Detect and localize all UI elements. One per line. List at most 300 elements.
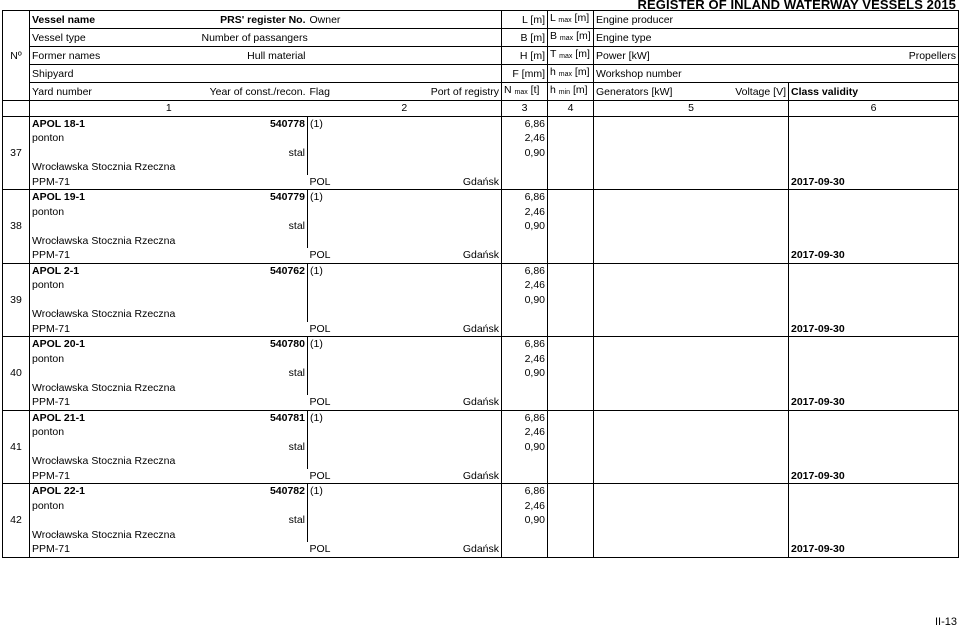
vessel-37-voltage	[706, 175, 789, 190]
vessel-37-type: ponton	[30, 131, 200, 146]
vessel-37-power	[594, 146, 789, 161]
vessel-39-voltage	[706, 322, 789, 337]
vessel-40-engine	[594, 337, 789, 352]
vessel-42-name: APOL 22-1	[30, 484, 200, 499]
vessel-41-engine	[594, 410, 789, 425]
header-blank-5	[200, 65, 308, 83]
vessel-38-passengers	[200, 205, 308, 220]
vessel-40-row-2	[3, 352, 959, 367]
vessel-37-class-validity: 2017-09-30	[789, 175, 959, 190]
header-power: Power [kW]	[594, 47, 789, 65]
vessel-40-row-1	[3, 337, 959, 352]
vessel-38-h: 0,90	[502, 219, 548, 234]
header-nmax: N $_{max}$ [t]	[502, 83, 548, 101]
vessel-38-hmin	[548, 248, 594, 263]
vessel-42-hull: stal	[200, 513, 308, 528]
header-generators: Generators [kW]	[594, 83, 706, 101]
vessel-38-type: ponton	[30, 205, 200, 220]
vessel-39-hull	[200, 293, 308, 308]
vessel-37-f	[502, 160, 548, 175]
vessel-40-blank-f	[789, 381, 959, 396]
header-row-3	[3, 47, 959, 65]
header-blank-4	[308, 47, 502, 65]
header-blank-6	[308, 65, 502, 83]
vessel-42-blank-d	[308, 513, 502, 528]
vessel-37-hmax	[548, 160, 594, 175]
vessel-42-blank-f	[789, 528, 959, 543]
vessel-39-blank-c	[789, 278, 959, 293]
vessel-41-row-3	[3, 440, 959, 455]
vessel-41-h: 0,90	[502, 440, 548, 455]
header-hmin: h $_{min}$ [m]	[548, 83, 594, 101]
vessel-39-name: APOL 2-1	[30, 263, 200, 278]
register-body	[3, 11, 959, 558]
vessel-39-blank-f	[789, 307, 959, 322]
vessel-39-workshop	[594, 307, 789, 322]
vessel-42-h: 0,90	[502, 513, 548, 528]
header-former-names: Former names	[30, 47, 200, 65]
vessel-37-row-4	[3, 160, 959, 175]
vessel-38-blank-d	[308, 219, 502, 234]
vessel-42-b: 2,46	[502, 499, 548, 514]
vessel-38-f	[502, 234, 548, 249]
vessel-40-propellers	[789, 366, 959, 381]
vessel-39-blank-e	[308, 307, 502, 322]
header-vessel-type: Vessel type	[30, 29, 200, 47]
vessel-38-nmax	[502, 248, 548, 263]
register-table	[2, 10, 959, 558]
header-row-4	[3, 65, 959, 83]
vessel-40-tmax	[548, 366, 594, 381]
vessel-38-bmax	[548, 205, 594, 220]
vessel-41-reg-no: 540781	[200, 410, 308, 425]
vessel-41-hmax	[548, 454, 594, 469]
vessel-38-owner: (1)	[308, 190, 502, 205]
vessel-40-l: 6,86	[502, 337, 548, 352]
vessel-37-blank-d	[308, 146, 502, 161]
vessel-37-row-1	[3, 116, 959, 131]
vessel-40-row-3	[3, 366, 959, 381]
vessel-37-hmin	[548, 175, 594, 190]
vessel-38-row-5	[3, 248, 959, 263]
vessel-42-passengers	[200, 499, 308, 514]
vessel-37-lmax	[548, 116, 594, 131]
header-f: F [mm]	[502, 65, 548, 83]
vessel-42-row-4	[3, 528, 959, 543]
header-no-label: Nº	[3, 11, 30, 101]
vessel-40-b: 2,46	[502, 352, 548, 367]
vessel-39-f	[502, 307, 548, 322]
header-bmax: B $_{max}$ [m]	[548, 29, 594, 47]
vessel-39-engine-type	[594, 278, 789, 293]
vessel-37-row-3	[3, 146, 959, 161]
vessel-41-blank-a	[789, 410, 959, 425]
colnum-blank	[3, 101, 30, 117]
vessel-37-engine-type	[594, 131, 789, 146]
vessel-37-h: 0,90	[502, 146, 548, 161]
vessel-39-lmax	[548, 263, 594, 278]
vessel-38-engine-type	[594, 205, 789, 220]
vessel-42-engine	[594, 484, 789, 499]
colnum-6: 6	[789, 101, 959, 117]
vessel-42-year	[200, 542, 308, 557]
vessel-42-owner: (1)	[308, 484, 502, 499]
vessel-41-voltage	[706, 469, 789, 484]
vessel-41-hmin	[548, 469, 594, 484]
vessel-41-passengers	[200, 425, 308, 440]
vessel-39-hmax	[548, 307, 594, 322]
vessel-39-engine	[594, 263, 789, 278]
vessel-41-row-5	[3, 469, 959, 484]
header-yard-number: Yard number	[30, 83, 200, 101]
vessel-39-row-5	[3, 322, 959, 337]
vessel-40-number: 40	[3, 337, 30, 411]
vessel-38-propellers	[789, 219, 959, 234]
header-shipyard: Shipyard	[30, 65, 200, 83]
header-tmax: T $_{max}$ [m]	[548, 47, 594, 65]
vessel-39-b: 2,46	[502, 278, 548, 293]
vessel-41-blank-b	[308, 425, 502, 440]
vessel-37-blank-c	[789, 131, 959, 146]
vessel-42-row-3	[3, 513, 959, 528]
vessel-42-row-1	[3, 484, 959, 499]
vessel-37-yard-no: PPM-71	[30, 175, 200, 190]
vessel-39-hmin	[548, 322, 594, 337]
header-h: H [m]	[502, 47, 548, 65]
vessel-41-row-4	[3, 454, 959, 469]
header-blank-3	[789, 29, 959, 47]
vessel-42-reg-no: 540782	[200, 484, 308, 499]
vessel-42-hmin	[548, 542, 594, 557]
vessel-37-number: 37	[3, 116, 30, 190]
vessel-38-row-1	[3, 190, 959, 205]
vessel-38-power	[594, 219, 789, 234]
vessel-40-power	[594, 366, 789, 381]
vessel-37-blank-f	[789, 160, 959, 175]
vessel-37-former-names	[30, 146, 200, 161]
vessel-40-year	[200, 395, 308, 410]
vessel-37-l: 6,86	[502, 116, 548, 131]
vessel-40-f	[502, 381, 548, 396]
vessel-37-nmax	[502, 175, 548, 190]
vessel-38-b: 2,46	[502, 205, 548, 220]
vessel-40-flag: POL	[308, 395, 426, 410]
vessel-41-hull: stal	[200, 440, 308, 455]
vessel-38-voltage	[706, 248, 789, 263]
vessel-41-flag: POL	[308, 469, 426, 484]
vessel-38-class-validity: 2017-09-30	[789, 248, 959, 263]
vessel-39-class-validity: 2017-09-30	[789, 322, 959, 337]
vessel-40-voltage	[706, 395, 789, 410]
vessel-38-year	[200, 248, 308, 263]
vessel-41-engine-type	[594, 425, 789, 440]
vessel-38-workshop	[594, 234, 789, 249]
column-numbers-row	[3, 101, 959, 117]
vessel-37-name: APOL 18-1	[30, 116, 200, 131]
header-prs-no: PRS' register No.	[200, 11, 308, 29]
header-engine-type: Engine type	[594, 29, 789, 47]
vessel-41-name: APOL 21-1	[30, 410, 200, 425]
vessel-37-port: Gdańsk	[426, 175, 502, 190]
vessel-39-former-names	[30, 293, 200, 308]
vessel-38-tmax	[548, 219, 594, 234]
vessel-42-nmax	[502, 542, 548, 557]
vessel-41-generators	[594, 469, 706, 484]
header-lmax: L $_{max}$ [m]	[548, 11, 594, 29]
vessel-39-shipyard: Wrocławska Stocznia Rzeczna	[30, 307, 308, 322]
header-voltage: Voltage [V]	[706, 83, 789, 101]
vessel-39-type: ponton	[30, 278, 200, 293]
vessel-38-l: 6,86	[502, 190, 548, 205]
vessel-41-row-1	[3, 410, 959, 425]
vessel-41-f	[502, 454, 548, 469]
vessel-39-owner: (1)	[308, 263, 502, 278]
vessel-38-former-names	[30, 219, 200, 234]
vessel-41-number: 41	[3, 410, 30, 484]
vessel-42-workshop	[594, 528, 789, 543]
header-engine-producer: Engine producer	[594, 11, 789, 29]
vessel-38-name: APOL 19-1	[30, 190, 200, 205]
vessel-39-generators	[594, 322, 706, 337]
vessel-40-hmax	[548, 381, 594, 396]
vessel-40-owner: (1)	[308, 337, 502, 352]
header-row-1	[3, 11, 959, 29]
vessel-37-row-5	[3, 175, 959, 190]
vessel-39-flag: POL	[308, 322, 426, 337]
vessel-40-type: ponton	[30, 352, 200, 367]
vessel-39-blank-d	[308, 293, 502, 308]
vessel-42-engine-type	[594, 499, 789, 514]
vessel-41-port: Gdańsk	[426, 469, 502, 484]
vessel-41-owner: (1)	[308, 410, 502, 425]
vessel-42-power	[594, 513, 789, 528]
vessel-40-blank-e	[308, 381, 502, 396]
vessel-38-row-4	[3, 234, 959, 249]
header-flag: Flag	[308, 83, 426, 101]
vessel-42-blank-c	[789, 499, 959, 514]
vessel-40-hull: stal	[200, 366, 308, 381]
vessel-37-engine	[594, 116, 789, 131]
vessel-39-yard-no: PPM-71	[30, 322, 200, 337]
vessel-37-flag: POL	[308, 175, 426, 190]
vessel-40-name: APOL 20-1	[30, 337, 200, 352]
vessel-42-former-names	[30, 513, 200, 528]
vessel-39-propellers	[789, 293, 959, 308]
vessel-42-row-5	[3, 542, 959, 557]
vessel-39-tmax	[548, 293, 594, 308]
vessel-42-blank-a	[789, 484, 959, 499]
vessel-41-lmax	[548, 410, 594, 425]
header-blank-1	[789, 11, 959, 29]
header-row-2	[3, 29, 959, 47]
vessel-40-shipyard: Wrocławska Stocznia Rzeczna	[30, 381, 308, 396]
vessel-41-row-2	[3, 425, 959, 440]
vessel-41-blank-d	[308, 440, 502, 455]
register-title: REGISTER OF INLAND WATERWAY VESSELS 2015	[637, 0, 956, 12]
vessel-38-flag: POL	[308, 248, 426, 263]
vessel-40-generators	[594, 395, 706, 410]
vessel-38-hmax	[548, 234, 594, 249]
header-year-const: Year of const./recon.	[200, 83, 308, 101]
vessel-39-row-1	[3, 263, 959, 278]
vessel-40-hmin	[548, 395, 594, 410]
header-vessel-name: Vessel name	[30, 11, 200, 29]
vessel-40-port: Gdańsk	[426, 395, 502, 410]
header-propellers: Propellers	[789, 47, 959, 65]
vessel-37-propellers	[789, 146, 959, 161]
vessel-40-workshop	[594, 381, 789, 396]
vessel-40-row-4	[3, 381, 959, 396]
colnum-3: 3	[502, 101, 548, 117]
vessel-41-l: 6,86	[502, 410, 548, 425]
vessel-38-blank-a	[789, 190, 959, 205]
vessel-38-blank-b	[308, 205, 502, 220]
header-hmax: h $_{max}$ [m]	[548, 65, 594, 83]
header-blank-2	[308, 29, 502, 47]
vessel-38-number: 38	[3, 190, 30, 264]
vessel-37-tmax	[548, 146, 594, 161]
vessel-39-blank-b	[308, 278, 502, 293]
vessel-38-generators	[594, 248, 706, 263]
vessel-42-hmax	[548, 528, 594, 543]
vessel-42-f	[502, 528, 548, 543]
vessel-41-blank-e	[308, 454, 502, 469]
vessel-39-row-3	[3, 293, 959, 308]
vessel-40-row-5	[3, 395, 959, 410]
vessel-37-hull: stal	[200, 146, 308, 161]
vessel-42-l: 6,86	[502, 484, 548, 499]
vessel-40-blank-d	[308, 366, 502, 381]
vessel-41-b: 2,46	[502, 425, 548, 440]
vessel-42-blank-b	[308, 499, 502, 514]
vessel-39-port: Gdańsk	[426, 322, 502, 337]
vessel-41-former-names	[30, 440, 200, 455]
vessel-39-passengers	[200, 278, 308, 293]
vessel-40-bmax	[548, 352, 594, 367]
vessel-42-lmax	[548, 484, 594, 499]
vessel-37-blank-b	[308, 131, 502, 146]
vessel-37-blank-a	[789, 116, 959, 131]
vessel-41-power	[594, 440, 789, 455]
vessel-42-generators	[594, 542, 706, 557]
header-row-5	[3, 83, 959, 101]
vessel-39-power	[594, 293, 789, 308]
vessel-38-yard-no: PPM-71	[30, 248, 200, 263]
header-blank-7	[789, 65, 959, 83]
vessel-38-reg-no: 540779	[200, 190, 308, 205]
vessel-40-nmax	[502, 395, 548, 410]
vessel-42-number: 42	[3, 484, 30, 558]
vessel-41-blank-c	[789, 425, 959, 440]
vessel-39-reg-no: 540762	[200, 263, 308, 278]
vessel-40-passengers	[200, 352, 308, 367]
vessel-38-shipyard: Wrocławska Stocznia Rzeczna	[30, 234, 308, 249]
vessel-39-nmax	[502, 322, 548, 337]
vessel-42-voltage	[706, 542, 789, 557]
vessel-37-workshop	[594, 160, 789, 175]
vessel-37-owner: (1)	[308, 116, 502, 131]
vessel-39-h: 0,90	[502, 293, 548, 308]
page-number: II-13	[934, 616, 957, 628]
vessel-40-blank-c	[789, 352, 959, 367]
vessel-39-bmax	[548, 278, 594, 293]
colnum-4: 4	[548, 101, 594, 117]
vessel-41-propellers	[789, 440, 959, 455]
vessel-40-engine-type	[594, 352, 789, 367]
header-workshop-number: Workshop number	[594, 65, 789, 83]
vessel-42-tmax	[548, 513, 594, 528]
vessel-41-shipyard: Wrocławska Stocznia Rzeczna	[30, 454, 308, 469]
header-passengers: Number of passangers	[200, 29, 308, 47]
colnum-1: 1	[30, 101, 308, 117]
vessel-37-blank-e	[308, 160, 502, 175]
vessel-41-yard-no: PPM-71	[30, 469, 200, 484]
vessel-41-nmax	[502, 469, 548, 484]
vessel-38-engine	[594, 190, 789, 205]
vessel-39-l: 6,86	[502, 263, 548, 278]
vessel-38-lmax	[548, 190, 594, 205]
vessel-42-port: Gdańsk	[426, 542, 502, 557]
vessel-40-yard-no: PPM-71	[30, 395, 200, 410]
vessel-38-blank-f	[789, 234, 959, 249]
vessel-41-year	[200, 469, 308, 484]
vessel-38-row-3	[3, 219, 959, 234]
vessel-37-bmax	[548, 131, 594, 146]
vessel-37-passengers	[200, 131, 308, 146]
vessel-39-year	[200, 322, 308, 337]
vessel-41-blank-f	[789, 454, 959, 469]
vessel-42-blank-e	[308, 528, 502, 543]
vessel-42-propellers	[789, 513, 959, 528]
vessel-39-blank-a	[789, 263, 959, 278]
vessel-39-number: 39	[3, 263, 30, 337]
vessel-40-h: 0,90	[502, 366, 548, 381]
vessel-40-blank-a	[789, 337, 959, 352]
vessel-42-shipyard: Wrocławska Stocznia Rzeczna	[30, 528, 308, 543]
vessel-42-type: ponton	[30, 499, 200, 514]
vessel-41-workshop	[594, 454, 789, 469]
vessel-42-yard-no: PPM-71	[30, 542, 200, 557]
vessel-37-row-2	[3, 131, 959, 146]
vessel-40-former-names	[30, 366, 200, 381]
vessel-40-class-validity: 2017-09-30	[789, 395, 959, 410]
vessel-38-blank-e	[308, 234, 502, 249]
vessel-39-row-4	[3, 307, 959, 322]
vessel-37-reg-no: 540778	[200, 116, 308, 131]
header-class-validity: Class validity	[789, 83, 959, 101]
vessel-41-bmax	[548, 425, 594, 440]
vessel-37-b: 2,46	[502, 131, 548, 146]
vessel-42-row-2	[3, 499, 959, 514]
vessel-38-row-2	[3, 205, 959, 220]
vessel-42-bmax	[548, 499, 594, 514]
vessel-41-type: ponton	[30, 425, 200, 440]
header-owner: Owner	[308, 11, 502, 29]
vessel-37-year	[200, 175, 308, 190]
header-port-registry: Port of registry	[426, 83, 502, 101]
header-l: L [m]	[502, 11, 548, 29]
vessel-38-blank-c	[789, 205, 959, 220]
vessel-37-generators	[594, 175, 706, 190]
vessel-42-class-validity: 2017-09-30	[789, 542, 959, 557]
vessel-38-hull: stal	[200, 219, 308, 234]
vessel-37-shipyard: Wrocławska Stocznia Rzeczna	[30, 160, 308, 175]
vessel-38-port: Gdańsk	[426, 248, 502, 263]
vessel-40-lmax	[548, 337, 594, 352]
vessel-39-row-2	[3, 278, 959, 293]
vessel-40-blank-b	[308, 352, 502, 367]
colnum-5: 5	[594, 101, 789, 117]
